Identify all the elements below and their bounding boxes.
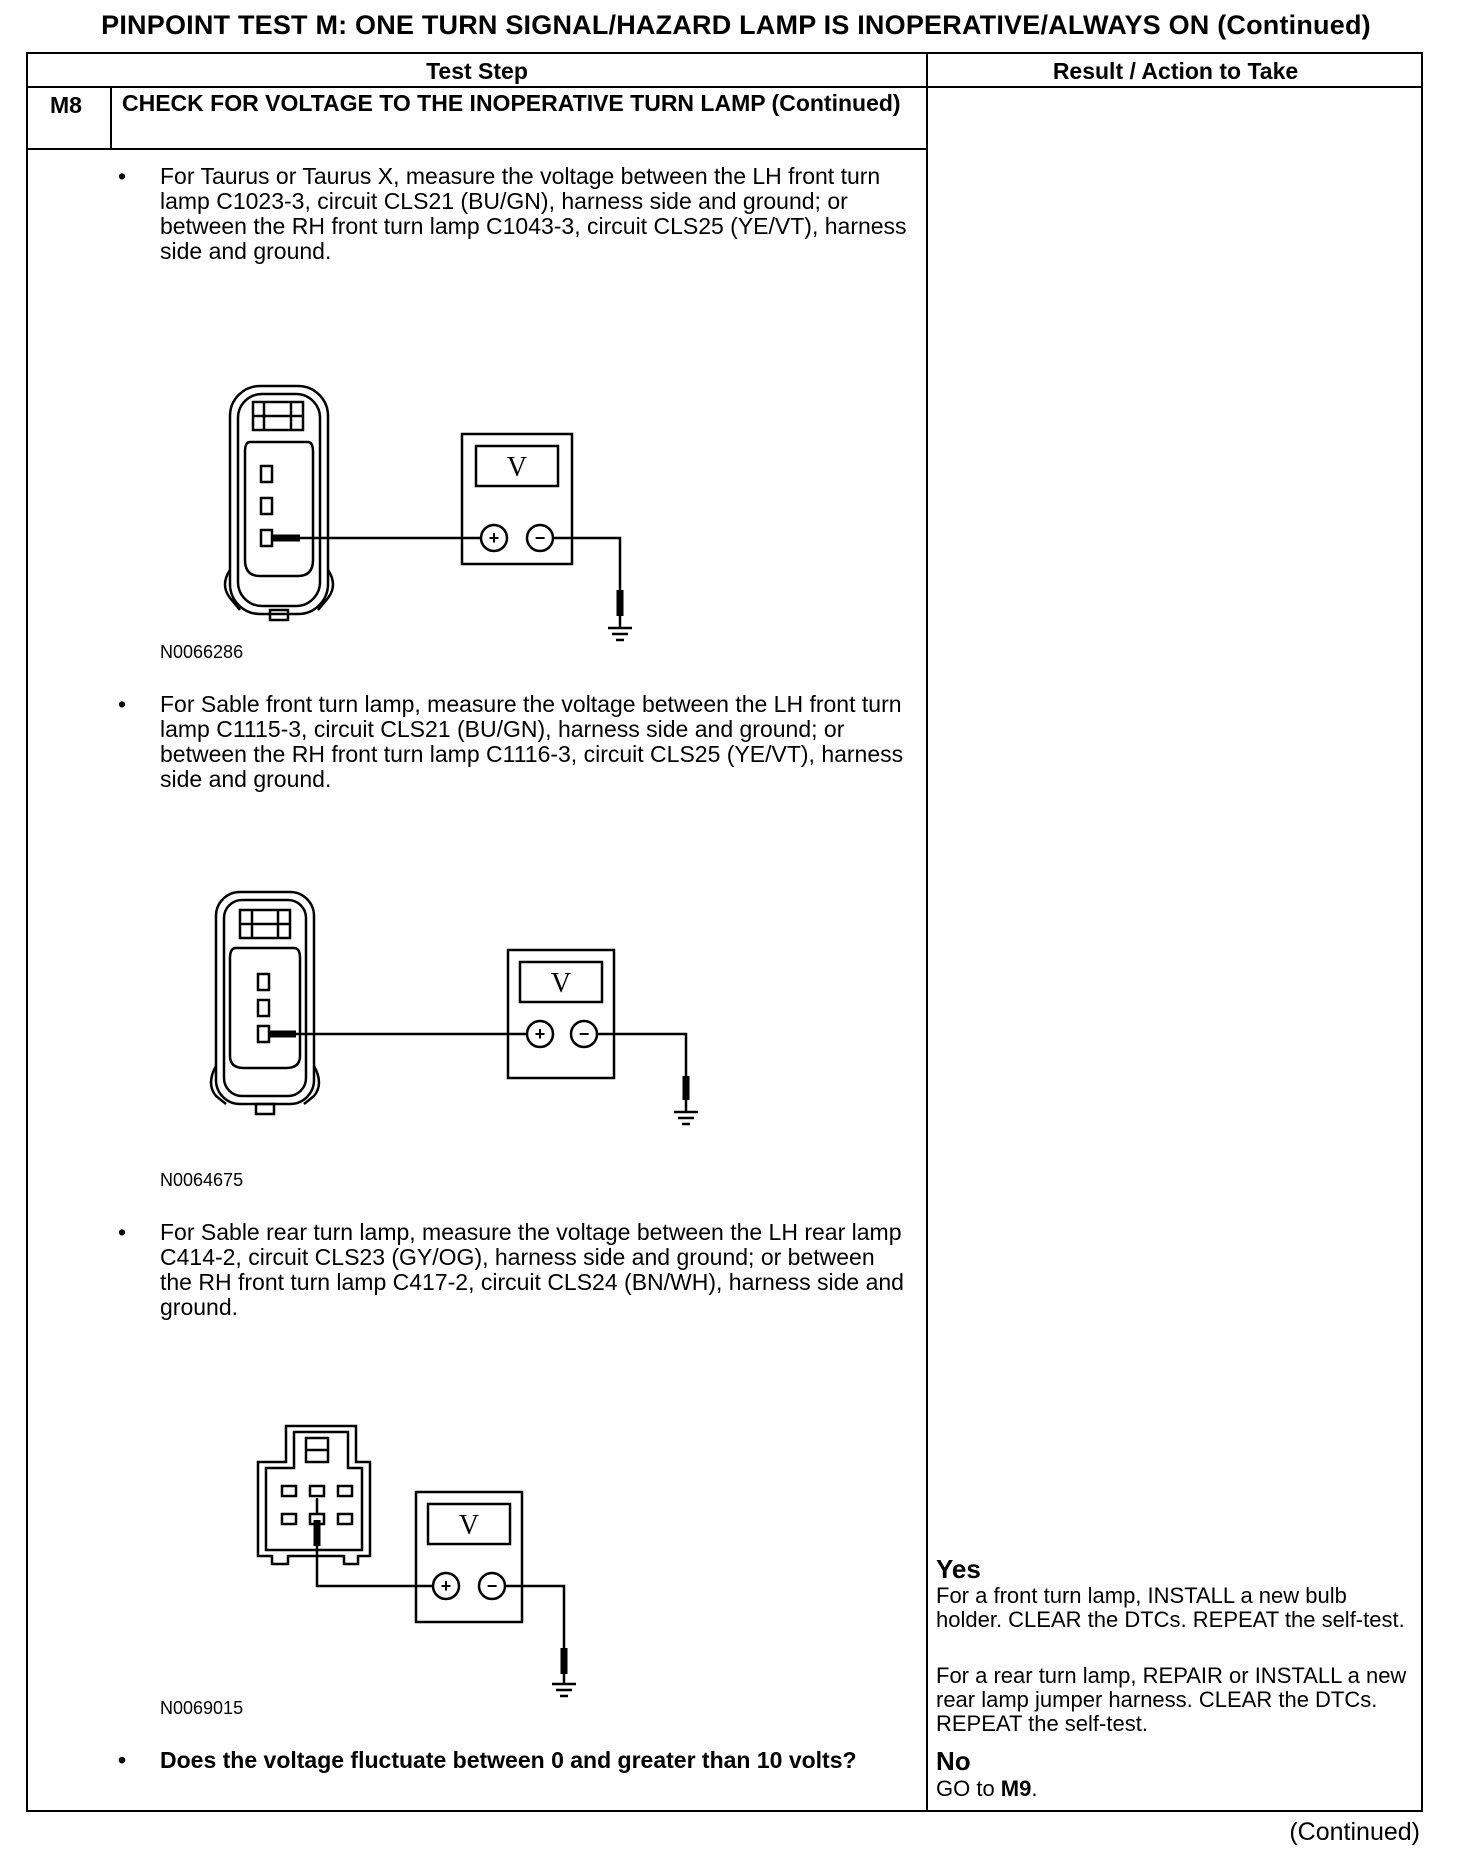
bullet-text: For Taurus or Taurus X, measure the voltage between the LH front turn lamp C1023-3, circuit CLS21 (BU/GN), harness side and ground; or between the RH front turn lamp C1043-3, circuit CLS25 (YE/VT), harness side and ground. [160, 163, 907, 264]
bullet-item [118, 692, 908, 802]
ground-symbol-icon [674, 1100, 698, 1124]
test-lead-negative [505, 1586, 564, 1652]
connector-icon [225, 386, 333, 620]
voltmeter-icon [462, 434, 572, 564]
meter-label: V [550, 968, 572, 999]
bullet-item [118, 1220, 908, 1330]
figure-id: N0066286 [160, 642, 244, 662]
ground-symbol-icon [552, 1674, 576, 1696]
continued-note: (Continued) [1289, 1818, 1420, 1846]
plus-terminal: + [440, 1576, 452, 1596]
bullet-text: For Sable front turn lamp, measure the voltage between the LH front turn lamp C1115-3, circuit CLS21 (BU/GN), harness side and ground; or between the RH front turn lamp C1116-3, circuit CLS25 (YE/VT), harness side and ground. [160, 691, 904, 792]
go-to-prefix: GO to [936, 1776, 1001, 1801]
page-title: PINPOINT TEST M: ONE TURN SIGNAL/HAZARD LAMP IS INOPERATIVE/ALWAYS ON (Continued) [101, 10, 1371, 40]
result-no-label: No [936, 1746, 971, 1776]
test-lead-negative [553, 538, 620, 595]
result-yes-text: For a rear turn lamp, REPAIR or INSTALL a new rear lamp jumper harness. CLEAR the DTCs. REPEAT the self-test. [936, 1663, 1407, 1736]
bullet-text: Does the voltage fluctuate between 0 and greater than 10 volts? [160, 1747, 857, 1773]
voltmeter-icon [508, 950, 614, 1078]
test-lead-positive [317, 1546, 388, 1586]
figure-id: N0069015 [160, 1698, 244, 1718]
connector-icon [211, 892, 319, 1114]
test-lead-negative [597, 1034, 686, 1080]
column-header-test-step: Test Step [426, 58, 528, 84]
minus-terminal: − [534, 528, 546, 548]
bullet-text: For Sable rear turn lamp, measure the voltage between the LH rear lamp C414-2, circuit CLS23 (GY/OG), harness side and ground; or between the RH front turn lamp C417-2, circuit CLS24 (BN/WH), harness side and ground. [160, 1219, 904, 1320]
step-title-divider [26, 148, 928, 150]
connector-voltage-diagram-3 [248, 1416, 588, 1706]
step-title: CHECK FOR VOLTAGE TO THE INOPERATIVE TURN LAMP (Continued) [122, 90, 901, 116]
bullet-item [118, 1748, 908, 1804]
bullet-mark: • [118, 1747, 127, 1773]
column-divider [926, 52, 928, 1812]
bullet-mark: • [118, 163, 127, 189]
voltmeter-icon [416, 1492, 522, 1622]
column-header-result: Result / Action to Take [1052, 58, 1299, 84]
plus-terminal: + [534, 1024, 546, 1044]
result-no-text [936, 1776, 1037, 1802]
minus-terminal: − [486, 1576, 498, 1596]
connector-voltage-diagram-2 [200, 888, 700, 1138]
meter-label: V [458, 1510, 480, 1541]
meter-label: V [506, 452, 528, 483]
bullet-mark: • [118, 1219, 127, 1245]
figure-id: N0064675 [160, 1170, 244, 1190]
minus-terminal: − [578, 1024, 590, 1044]
go-to-target-link[interactable]: M9 [1000, 1776, 1032, 1801]
header-divider [26, 86, 1423, 88]
bullet-item [118, 164, 908, 274]
step-id-divider [110, 86, 112, 150]
result-yes-label: Yes [936, 1554, 981, 1584]
go-to-suffix: . [1031, 1776, 1038, 1801]
plus-terminal: + [488, 528, 500, 548]
step-id: M8 [50, 92, 82, 118]
bullet-mark: • [118, 691, 127, 717]
ground-symbol-icon [608, 616, 632, 640]
connector-voltage-diagram-1 [200, 380, 660, 650]
result-yes-text: For a front turn lamp, INSTALL a new bulb holder. CLEAR the DTCs. REPEAT the self-test. [936, 1583, 1405, 1632]
